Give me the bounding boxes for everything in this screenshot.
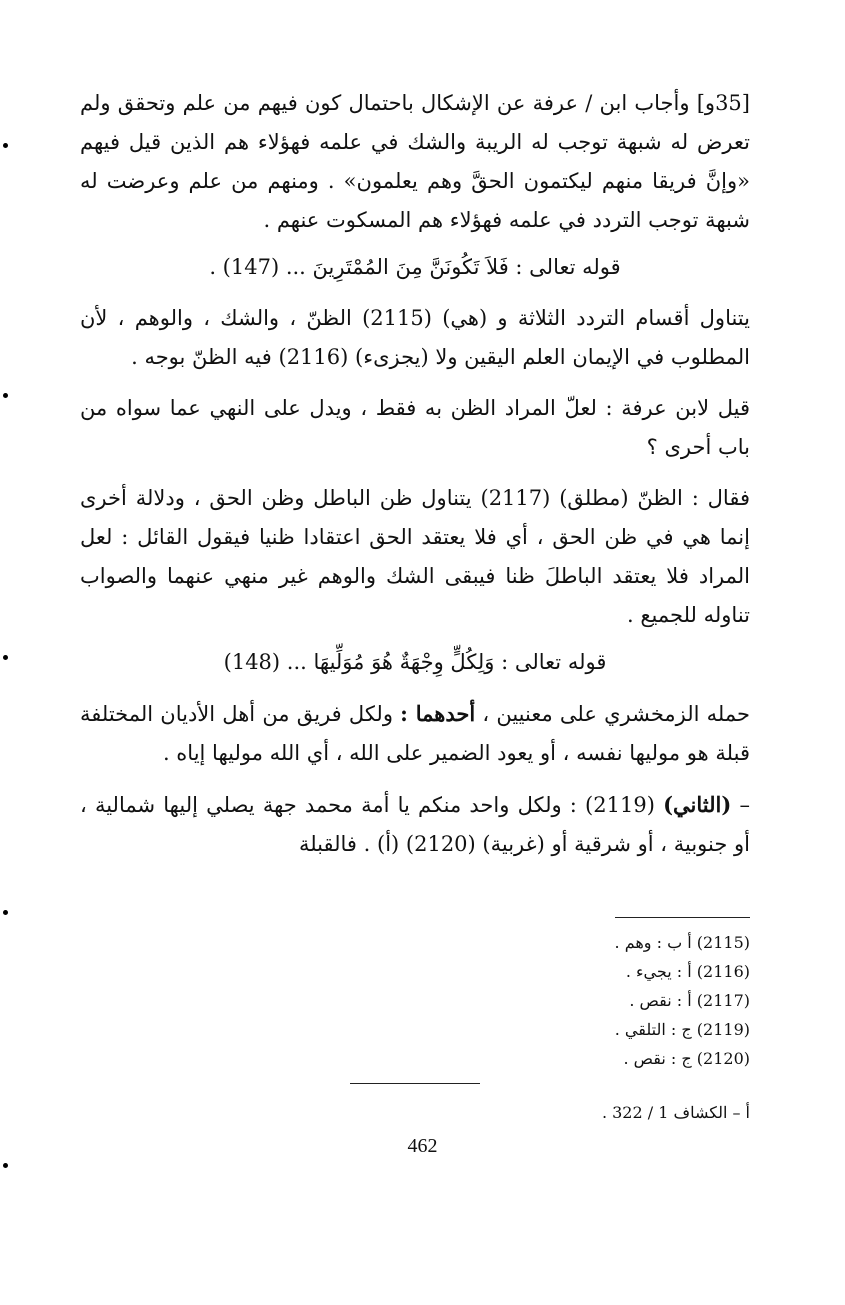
page-body [80, 84, 750, 864]
paragraph-5-rest: ولكل فريق من أهل الأديان المختلفة قبلة هو موليها نفسه ، أو يعود الضمير على الله ، أي الله موليها إياه . [80, 702, 750, 765]
paragraph-6-rest: (2119) : ولكل واحد منكم يا أمة محمد جهة يصلي إليها شمالية ، أو جنوبية ، أو شرقية أو (غربية) (2120) (أ) . فالقبلة [80, 793, 750, 856]
footnote-number: (2120) [696, 1049, 750, 1068]
paragraph-4: فقال : الظنّ (مطلق) (2117) يتناول ظن الباطل وظن الحق ، ودلالة أخرى إنما هي في ظن الحق ، أي فلا يعتقد الحق اعتقادا ظنيا فيقول القائل : لعل المراد فلا يعتقد الباطلَ ظنا فيبقى الشك والوهم غير منهي عنهما والصواب تناوله للجميع . [80, 486, 750, 627]
footnotes [80, 917, 750, 1127]
paragraph-5-bold: أحدهما : [400, 701, 476, 726]
margin-mark [3, 910, 8, 915]
footnote-text: أ : يجيء . [625, 962, 692, 981]
footnote-text: أ : نقص . [629, 991, 692, 1010]
source-note: أ – الكشاف 1 / 322 . [601, 1103, 750, 1122]
paragraph-1: [35و] وأجاب ابن / عرفة عن الإشكال باحتمال كون فيهم من علم وتحقق ولم تعرض له شبهة توجب له الريبة والشك في علمه فهؤلاء هم الذين قيل فيهم «وإنَّ فريقا منهم ليكتمون الحقَّ وهم يعلمون» . ومنهم من علم وعرضت له شبهة توجب التردد في علمه فهؤلاء هم المسكوت عنهم . [80, 91, 750, 232]
footnote-item [80, 1015, 750, 1044]
footnote-text: أ ب : وهم . [614, 933, 692, 952]
paragraph-3: قيل لابن عرفة : لعلّ المراد الظن به فقط ، ويدل على النهي عما سواه من باب أحرى ؟ [80, 396, 750, 459]
paragraph-2: يتناول أقسام التردد الثلاثة و (هي) (2115) الظنّ ، والشك ، والوهم ، لأن المطلوب في الإيمان العلم اليقين ولا (يجزىء) (2116) فيه الظنّ بوجه . [80, 306, 750, 369]
footnote-item [80, 986, 750, 1015]
footnote-item [80, 1044, 750, 1073]
footnote-divider [615, 917, 750, 918]
page-number: 462 [407, 1135, 438, 1157]
margin-mark [3, 655, 8, 660]
footnote-number: (2115) [696, 933, 750, 952]
margin-mark [3, 1163, 8, 1168]
footnote-item [80, 928, 750, 957]
paragraph-6-bold: (الثاني) [663, 792, 732, 817]
footnote-text: ج : التلقي . [614, 1020, 692, 1039]
footnote-number: (2116) [696, 962, 750, 981]
paragraph-6 [80, 785, 750, 864]
paragraph-6-lead: – [731, 793, 750, 817]
verse-148: قوله تعالى : وَلِكُلٍّ وِجْهَةٌ هُوَ مُوَلِّيهَا ... (148) [223, 650, 607, 674]
paragraph-5 [80, 694, 750, 773]
source-divider [350, 1083, 480, 1084]
paragraph-5-lead: حمله الزمخشري على معنيين ، [475, 702, 750, 726]
footnote-number: (2119) [696, 1020, 750, 1039]
verse-147: قوله تعالى : فَلاَ تَكُونَنَّ مِنَ المُمْتَرِينَ ... (147) . [209, 255, 621, 279]
footnote-number: (2117) [696, 991, 750, 1010]
margin-mark [3, 143, 8, 148]
footnote-text: ج : نقص . [623, 1049, 692, 1068]
margin-mark [3, 393, 8, 398]
footnote-item [80, 957, 750, 986]
